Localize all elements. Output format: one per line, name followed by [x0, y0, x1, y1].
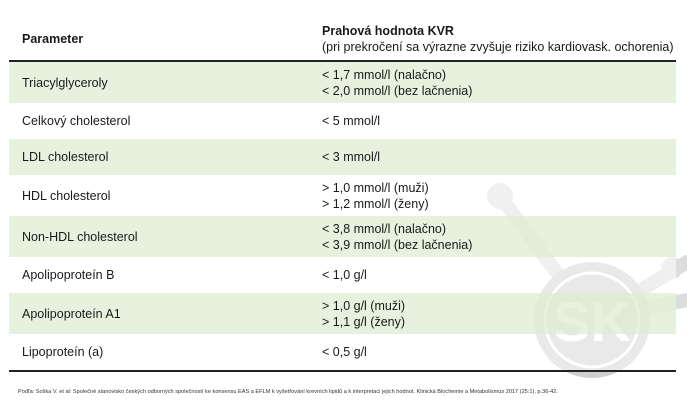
row-threshold: > 1,0 g/l (muži) > 1,1 g/l (ženy): [309, 293, 676, 334]
row-parameter: Apolipoproteín A1: [9, 293, 309, 334]
row-threshold: < 1,0 g/l: [309, 257, 676, 293]
source-footnote: Podľa: Soška V. et al: Společné stanovisko českých odborných společností ke konsensu EAS a EFLM k vyšetřování krevních lipidů a k interpretaci jejich hodnot. Klinická Biochemie a Metabolismus 2017 (25:1), p.36-42.: [18, 389, 558, 395]
table-header-row: [9, 18, 676, 61]
row-parameter: Celkový cholesterol: [9, 103, 309, 139]
row-parameter: Lipoproteín (a): [9, 334, 309, 371]
row-threshold: < 0,5 g/l: [309, 334, 676, 371]
row-parameter: Triacylglyceroly: [9, 61, 309, 103]
table-row: [9, 216, 676, 257]
row-threshold: > 1,0 mmol/l (muži) > 1,2 mmol/l (ženy): [309, 175, 676, 216]
lipid-threshold-table-container: [9, 18, 676, 372]
table-row: [9, 139, 676, 175]
header-threshold-title: Prahová hodnota KVR: [322, 24, 454, 38]
header-parameter: Parameter: [9, 18, 309, 61]
row-parameter: LDL cholesterol: [9, 139, 309, 175]
row-threshold: < 3 mmol/l: [309, 139, 676, 175]
row-threshold: < 3,8 mmol/l (nalačno) < 3,9 mmol/l (bez lačnenia): [309, 216, 676, 257]
row-parameter: Apolipoproteín B: [9, 257, 309, 293]
table-row: [9, 61, 676, 103]
table-row: [9, 257, 676, 293]
table-row: [9, 334, 676, 371]
row-parameter: HDL cholesterol: [9, 175, 309, 216]
header-threshold: [309, 18, 676, 61]
row-threshold: < 5 mmol/l: [309, 103, 676, 139]
table-row: [9, 293, 676, 334]
header-threshold-subtitle: (pri prekročení sa výrazne zvyšuje riziko kardiovask. ochorenia): [322, 40, 674, 54]
table-row: [9, 175, 676, 216]
row-threshold: < 1,7 mmol/l (nalačno) < 2,0 mmol/l (bez lačnenia): [309, 61, 676, 103]
row-parameter: Non-HDL cholesterol: [9, 216, 309, 257]
lipid-threshold-table: [9, 18, 676, 372]
table-row: [9, 103, 676, 139]
